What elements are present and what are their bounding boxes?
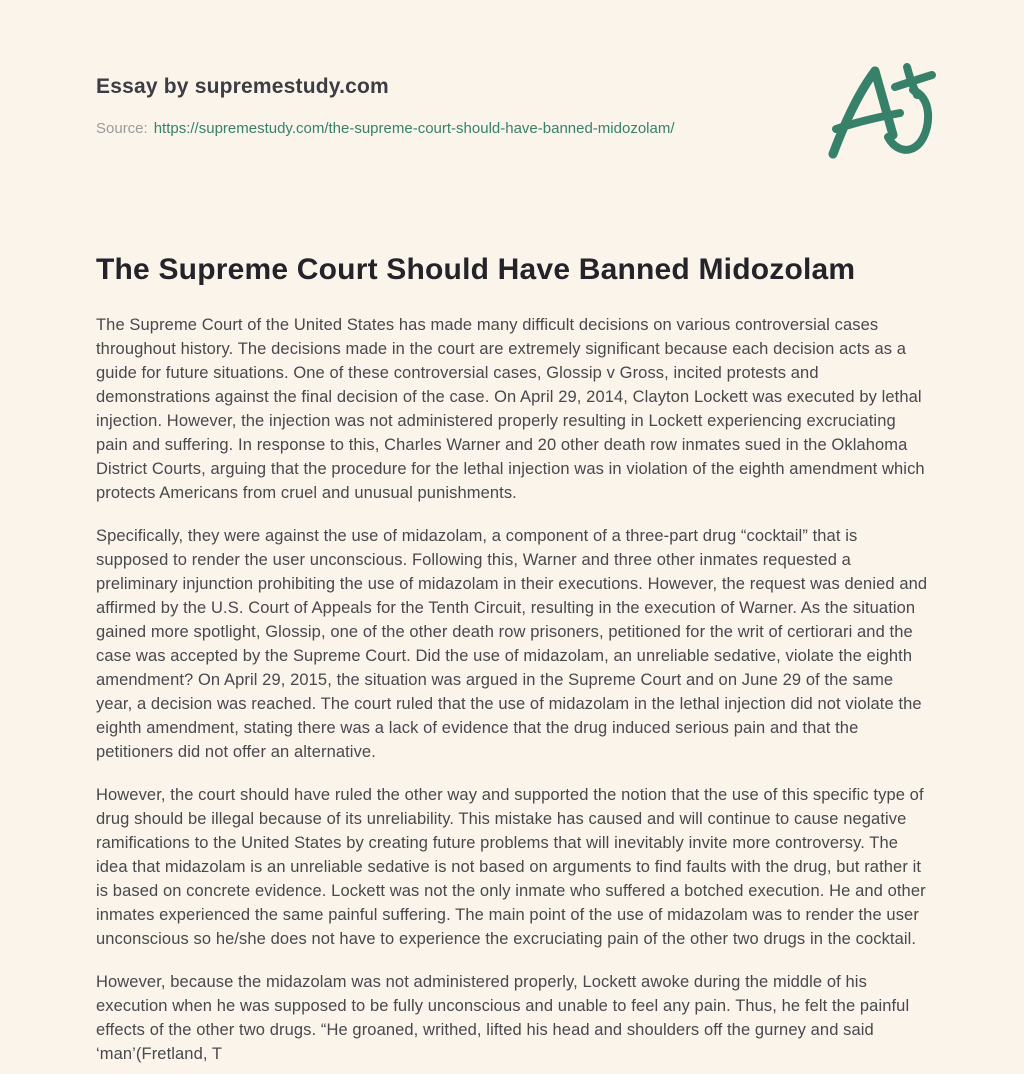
source-line [96,119,928,139]
essay-paragraph-2: Specifically, they were against the use of midazolam, a component of a three-part drug “cocktail” that is supposed to render the user unconscious. Following this, Warner and three other inmates requested a preliminary injunction prohibiting the use of midazolam in their executions. However, the request was denied and affirmed by the U.S. Court of Appeals for the Tenth Circuit, resulting in the execution of Warner. As the situation gained more spotlight, Glossip, one of the other death row prisoners, petitioned for the writ of certiorari and the case was accepted by the Supreme Court. Did the use of midazolam, an unreliable sedative, violate the eighth amendment? On April 29, 2015, the situation was argued in the Supreme Court and on June 29 of the same year, a decision was reached. The court ruled that the use of midazolam in the lethal injection did not violate the eighth amendment, stating there was a lack of evidence that the drug induced serious pain and that the petitioners did not offer an alternative. [96,527,928,761]
essay-paragraph-4: However, because the midazolam was not administered properly, Lockett awoke during the middle of his execution when he was supposed to be fully unconscious and unable to feel any pain. Thus, he felt the painful effects of the other two drugs. “He groaned, writhed, lifted his head and shoulders off the gurney and said ‘man’(Fretland, T [96,973,910,1063]
essay-body [96,313,928,1066]
essay-paragraph-3: However, the court should have ruled the other way and supported the notion that the use of this specific type of drug should be illegal because of its unreliability. This mistake has caused and will continue to cause negative ramifications to the United States by creating future problems that will inevitably invite more controversy. The idea that midazolam is an unreliable sedative is not based on arguments to find faults with the drug, but rather it is based on concrete evidence. Lockett was not the only inmate who suffered a botched execution. He and other inmates experienced the same painful suffering. The main point of the use of midazolam was to render the user unconscious so he/she does not have to experience the excruciating pain of the other two drugs in the cocktail. [96,786,926,948]
source-label: Source: [96,120,148,137]
essay-title: The Supreme Court Should Have Banned Midozolam [96,253,856,286]
source-url-link[interactable]: https://supremestudy.com/the-supreme-court-should-have-banned-midozolam/ [153,120,675,137]
a-plus-logo [825,60,945,172]
essay-paragraph-1: The Supreme Court of the United States has made many difficult decisions on various controversial cases throughout history. The decisions made in the court are extremely significant because each decision acts as a guide for future situations. One of these controversial cases, Glossip v Gross, incited protests and demonstrations against the final decision of the case. On April 29, 2014, Clayton Lockett was executed by lethal injection. However, the injection was not administered properly resulting in Lockett experiencing excruciating pain and suffering. In response to this, Charles Warner and 20 other death row inmates sued in the Oklahoma District Courts, arguing that the procedure for the lethal injection was in violation of the eighth amendment which protects Americans from cruel and unusual punishments. [96,316,925,502]
essay-byline: Essay by supremestudy.com [96,75,389,98]
a-plus-logo-icon [825,60,945,172]
